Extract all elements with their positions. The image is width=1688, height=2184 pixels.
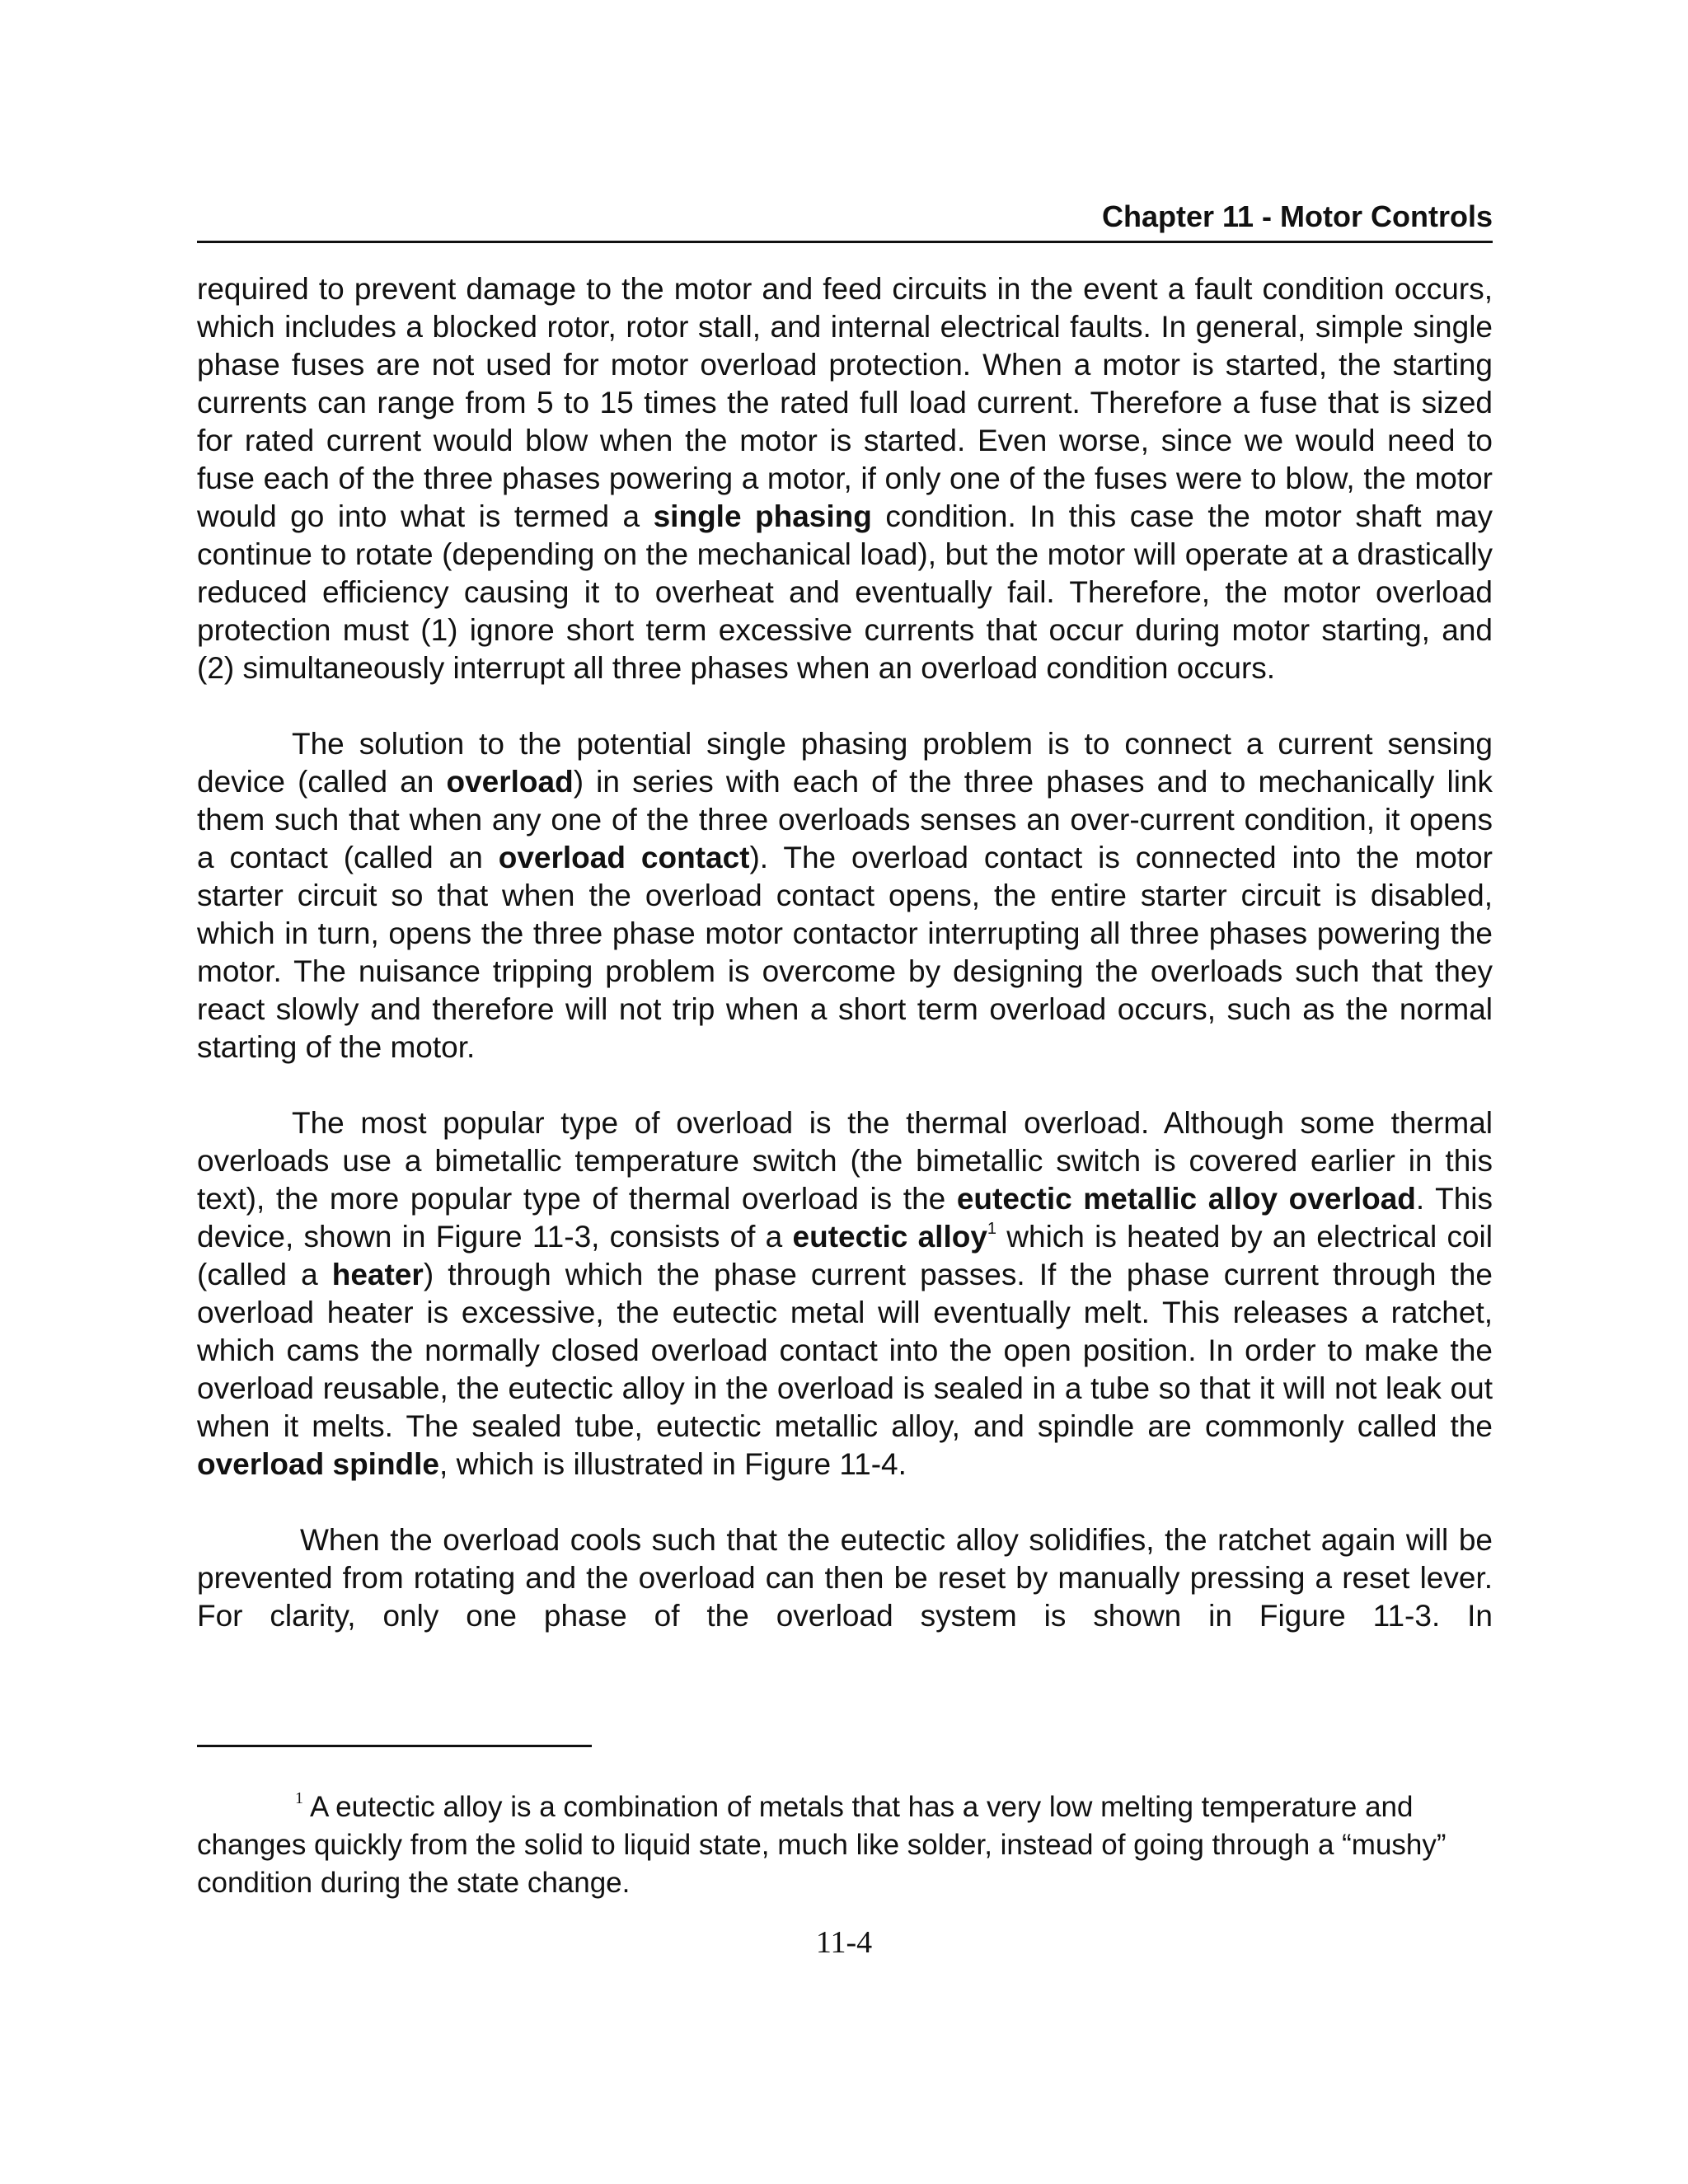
- paragraph-1-text-c: condition. In this case the motor shaft may continue to rotate (depending on the mechanical load), but the motor will operate at a drastically reduced efficiency causing it to overheat and eventually fail. Therefore, the motor overload protection must (1) ignore short term excessive currents that occur during motor starting, and (2) simultaneously interrupt all three phases when an overload condition occurs.: [197, 499, 1493, 685]
- body-text: [197, 270, 1493, 1635]
- paragraph-3-text-e: ) through which the phase current passes. If the phase current through the overload heater is excessive, the eutectic metal will eventually melt. This releases a ratchet, which cams the normally closed overload contact into the open position. In order to make the overload reusable, the eutectic alloy in the overload is sealed in a tube so that it will not leak out when it melts. The sealed tube, eutectic metallic alloy, and spindle are commonly called the: [197, 1258, 1493, 1443]
- term-overload: overload: [446, 765, 574, 799]
- term-heater: heater: [331, 1258, 424, 1291]
- paragraph-3: [197, 1104, 1493, 1483]
- paragraph-3-text-c: . This device, shown in Figure 11-3, consists of a: [197, 1182, 1493, 1254]
- term-overload-spindle: overload spindle: [197, 1447, 440, 1481]
- paragraph-3-text-d: which is heated by an electrical coil (called a: [197, 1220, 1493, 1291]
- paragraph-1-text-a: required to prevent damage to the motor and feed circuits in the event a fault condition occurs, which includes a blocked rotor, rotor stall, and internal electrical faults. In general, simple single phase fuses are not used for motor overload protection. When a motor is started, the starting currents can range from 5 to 15 times the rated full load current. Therefore a fuse that is sized for rated current would blow when the motor is started. Even worse, since we would need to fuse each of the three phases powering a motor, if only one of the fuses were to blow, the motor would go into what is termed a: [197, 272, 1493, 533]
- paragraph-3-text-f: , which is illustrated in Figure 11-4.: [439, 1447, 907, 1481]
- paragraph-2-text-a: The solution to the potential single phasing problem is to connect a current sensing device (called an: [197, 727, 1493, 799]
- paragraph-3-text-a: The most popular type of overload is the thermal overload. Although some thermal overloads use a bimetallic temperature switch (the bimetallic switch is covered earlier in this text), the more popular type of thermal overload is the: [197, 1106, 1493, 1216]
- paragraph-2: [197, 725, 1493, 1066]
- paragraph-4-text-a: When the overload cools such that the eutectic alloy solidifies, the ratchet again will be prevented from rotating and the overload can then be reset by manually pressing a reset lever. For clarity, only one phase of the overload system is shown in Figure 11-3. In: [197, 1523, 1493, 1633]
- header-rule: [197, 241, 1493, 243]
- footnote-reference[interactable]: 1: [987, 1220, 997, 1238]
- term-overload-contact: overload contact: [498, 841, 750, 874]
- paragraph-2-text-c: ) in series with each of the three phases and to mechanically link them such that when any one of the three overloads senses an over-current condition, it opens a contact (called an: [197, 765, 1493, 874]
- footnote-paragraph: [197, 1788, 1493, 1902]
- paragraph-4: [197, 1521, 1493, 1635]
- chapter-header: Chapter 11 - Motor Controls: [1101, 199, 1493, 233]
- term-eutectic-metallic-alloy-overload: eutectic metallic alloy overload: [956, 1182, 1416, 1216]
- page-number: 11-4: [815, 1925, 873, 1960]
- footnote: [197, 1788, 1493, 1902]
- paragraph-1: [197, 270, 1493, 687]
- paragraph-2-text-d: ). The overload contact is connected into the motor starter circuit so that when the overload contact opens, the entire starter circuit is disabled, which in turn, opens the three phase motor contactor interrupting all three phases powering the motor. The nuisance tripping problem is overcome by designing the overloads such that they react slowly and therefore will not trip when a short term overload occurs, such as the normal starting of the motor.: [197, 841, 1493, 1064]
- footnote-marker: 1: [295, 1789, 303, 1807]
- term-eutectic-alloy: eutectic alloy: [792, 1220, 987, 1254]
- footnote-rule: [197, 1745, 592, 1747]
- term-single-phasing: single phasing: [653, 499, 872, 533]
- footnote-text: A eutectic alloy is a combination of metals that has a very low melting temperature and changes quickly from the solid to liquid state, much like solder, instead of going through a “mushy” condition during the state change.: [197, 1791, 1447, 1899]
